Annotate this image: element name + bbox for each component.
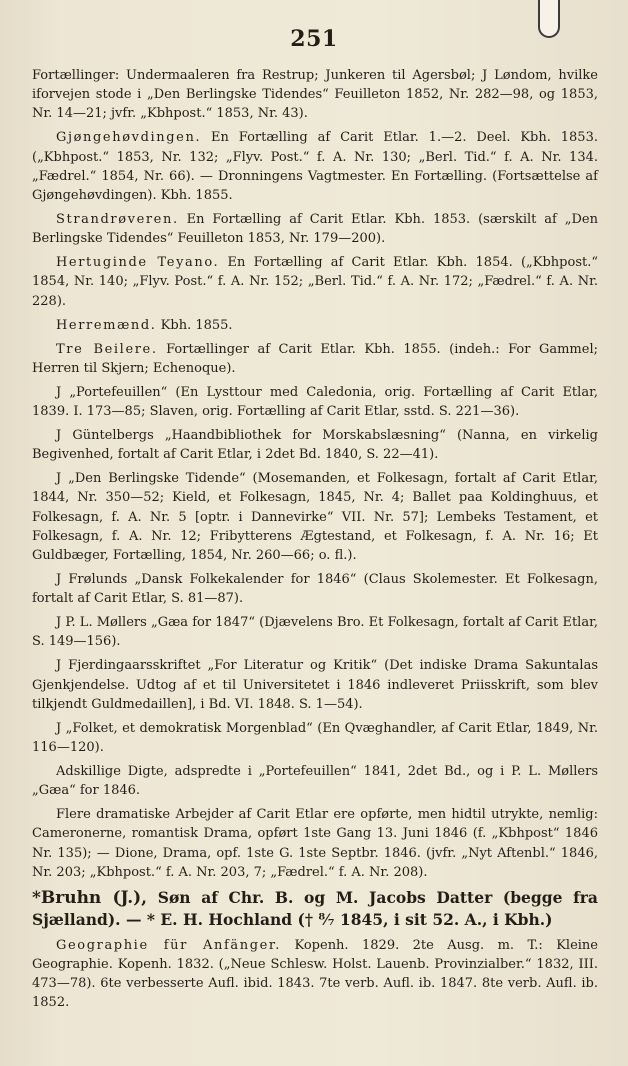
entry-text: Fortællinger af Carit Etlar. Kbh. 1855. (indeh.: For Gammel; Herren til Skjern; Echenoque). bbox=[32, 341, 598, 376]
paragraph-text: Fortællinger: Undermaaleren fra Restrup; Junkeren til Agersbøl; J Løndom, hvilke iforvejen stode i „Den Berlingske Tidendes“ Feuilleton 1852, Nr. 282—98, og 1853, Nr. 14—21; jvfr. „Kbhpost.“ 1853, Nr. 43). bbox=[32, 68, 598, 122]
bibliography-entry bbox=[32, 383, 598, 421]
entry-title: Gjøngehøvdingen. bbox=[56, 130, 202, 146]
bibliography-entry bbox=[32, 253, 598, 311]
bibliography-entry bbox=[32, 936, 598, 1013]
entry-title: Geographie für Anfänger. bbox=[56, 937, 282, 953]
entry-title: Strandrøveren. bbox=[56, 212, 179, 228]
entry-text: J Fjerdingaarsskriftet „For Literatur og Kritik“ (Det indiske Drama Sakuntalas Gjenkjendelse. Udtog af et til Universitetet i 1846 indleveret Priisskrift, som blev tilkjendt Guldmedaillen], i Bd. VI. 1848. S. 1—54). bbox=[32, 658, 598, 712]
author-biography: Søn af Chr. B. og M. Jacobs Datter (begge fra Sjælland). — * E. H. Hochland († ⁸⁄₇ 1845, i sit 52. A., i Kbh.) bbox=[32, 887, 598, 929]
entry-title: Herremænd. bbox=[56, 317, 157, 333]
entry-text: Adskillige Digte, adspredte i „Portefeuillen“ 1841, 2det Bd., og i P. L. Møllers „Gæa“ for 1846. bbox=[32, 764, 598, 799]
author-name: *Bruhn (J.), bbox=[32, 887, 148, 908]
bibliography-entry bbox=[32, 210, 598, 248]
bibliography-entry bbox=[32, 570, 598, 608]
bibliography-entry bbox=[32, 805, 598, 882]
bibliography-entry bbox=[32, 128, 598, 205]
bibliography-entry bbox=[32, 340, 598, 378]
entry-title: Hertuginde Teyano. bbox=[56, 255, 220, 271]
page-text bbox=[32, 66, 598, 1017]
bibliography-entry bbox=[32, 656, 598, 714]
entry-text: Kbh. 1855. bbox=[160, 317, 233, 333]
bibliography-entry bbox=[32, 719, 598, 757]
entry-text: Kopenh. 1829. 2te Ausg. m. T.: Kleine Geographie. Kopenh. 1832. („Neue Schlesw. Holst. Lauenb. Provinzialber.“ 1832, III. 473—78). 6te verbesserte Aufl. ibid. 1843. 7te verb. Aufl. ib. 1847. 8te verb. Aufl. ib. 1852. bbox=[32, 937, 598, 1011]
entry-text: J Frølunds „Dansk Folkekalender for 1846“ (Claus Skolemester. Et Folkesagn, fortalt af Carit Etlar, S. 81—87). bbox=[32, 572, 598, 607]
bibliography-entry bbox=[32, 762, 598, 800]
entry-text: Flere dramatiske Arbejder af Carit Etlar ere opførte, men hidtil utrykte, nemlig: Cameronerne, romantisk Drama, opført 1ste Gang 13. Juni 1846 (f. „Kbhpost“ 1846 Nr. 135); — Dione, Drama, opf. 1ste G. 1ste Septbr. 1846. (jvfr. „Nyt Aftenbl.“ 1846, Nr. 203; „Kbhpost.“ f. A. Nr. 203, 7; „Fædrel.“ f. A. Nr. 208). bbox=[32, 807, 598, 880]
entry-title: Tre Beilere. bbox=[56, 341, 158, 357]
entry-text: En Fortælling af Carit Etlar. Kbh. 1854. („Kbhpost.“ 1854, Nr. 140; „Flyv. Post.“ f. A. Nr. 152; „Berl. Tid.“ f. A. Nr. 172; „Fædrel.“ f. A. Nr. 228). bbox=[32, 255, 598, 309]
page-number: 251 bbox=[290, 26, 338, 52]
bibliography-entry bbox=[32, 469, 598, 565]
entry-text: En Fortælling af Carit Etlar. Kbh. 1853. (særskilt af „Den Berlingske Tidendes“ Feuilleton 1853, Nr. 179—200). bbox=[32, 212, 598, 247]
paragraph-continuation bbox=[32, 66, 598, 124]
bibliography-entry bbox=[32, 426, 598, 464]
author-heading bbox=[32, 887, 598, 931]
bibliography-entry bbox=[32, 613, 598, 651]
entry-text: J Güntelbergs „Haandbibliothek for Morskabslæsning“ (Nanna, en virkelig Begivenhed, fortalt af Carit Etlar, i 2det Bd. 1840, S. 22—41). bbox=[32, 428, 598, 463]
entry-text: En Fortælling af Carit Etlar. 1.—2. Deel. Kbh. 1853. („Kbhpost.“ 1853, Nr. 132; „Flyv. Post.“ f. A. Nr. 130; „Berl. Tid.“ f. A. Nr. 134. „Fædrel.“ 1854, Nr. 66). — Dronningens Vagtmester. En Fortælling. (Fortsættelse af Gjøngehøvdingen). Kbh. 1855. bbox=[32, 130, 598, 204]
bibliography-entry bbox=[32, 316, 598, 335]
entry-text: J P. L. Møllers „Gæa for 1847“ (Djævelens Bro. Et Folkesagn, fortalt af Carit Etlar, S. 149—156). bbox=[32, 615, 598, 650]
entry-text: J „Folket, et demokratisk Morgenblad“ (En Qvæghandler, af Carit Etlar, 1849, Nr. 116—120). bbox=[32, 720, 598, 756]
entry-text: J „Portefeuillen“ (En Lysttour med Caledonia, orig. Fortælling af Carit Etlar, 1839. I. 173—85; Slaven, orig. Fortælling af Carit Etlar, sstd. S. 221—36). bbox=[32, 384, 598, 420]
entry-text: J „Den Berlingske Tidende“ (Mosemanden, et Folkesagn, fortalt af Carit Etlar, 1844, Nr. 350—52; Kield, et Folkesagn, 1845, Nr. 4; Ballet paa Koldinghuus, et Folkesagn, f. A. Nr. 5 [optr. i Dannevirke“ VII. Nr. 57]; Lembeks Testament, et Folkesagn, f. A. Nr. 12; Fribytterens Ægtestand, et Folkesagn, f. A. Nr. 16; Et Guldbæger, Fortælling, 1854, Nr. 260—66; o. fl.). bbox=[32, 471, 598, 564]
